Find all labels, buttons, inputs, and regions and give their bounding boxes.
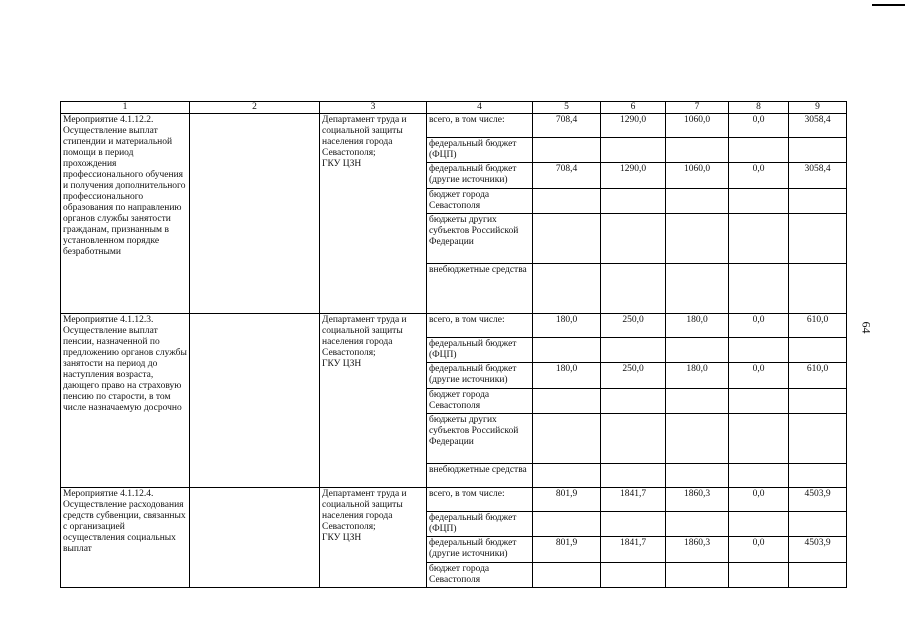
amount-v8: 0,0 — [729, 314, 789, 338]
measure-name: Мероприятие 4.1.12.2. Осуществление выплат стипендии и материальной помощи в период прохождения профессионального обучения и получения дополнительного профессионального образования по направлению органов службы занятости гражданам, признанным в установленном порядке безработными — [61, 114, 190, 314]
amount-v9 — [789, 264, 847, 314]
executor-cell: Департамент труда и социальной защиты населения города Севастополя; ГКУ ЦЗН — [320, 314, 427, 488]
amount-v5: 801,9 — [533, 488, 601, 512]
amount-v5 — [533, 464, 601, 488]
amount-v7 — [666, 563, 729, 588]
header-cell: 1 — [61, 102, 190, 114]
header-cell: 3 — [320, 102, 427, 114]
funding-source: федеральный бюджет (ФЦП) — [427, 338, 533, 363]
amount-v9 — [789, 138, 847, 163]
amount-v9 — [789, 464, 847, 488]
amount-v6 — [601, 338, 666, 363]
executor-cell: Департамент труда и социальной защиты населения города Севастополя; ГКУ ЦЗН — [320, 114, 427, 314]
amount-v6 — [601, 138, 666, 163]
measure-name: Мероприятие 4.1.12.3. Осуществление выплат пенсии, назначенной по предложению органов службы занятости на период до наступления возраста, дающего право на страховую пенсию по старости, в том числе назначаемую досрочно — [61, 314, 190, 488]
amount-v7 — [666, 138, 729, 163]
amount-v7: 1060,0 — [666, 114, 729, 138]
amount-v6: 250,0 — [601, 314, 666, 338]
amount-v8 — [729, 264, 789, 314]
amount-v6: 250,0 — [601, 363, 666, 389]
measure-name: Мероприятие 4.1.12.4. Осуществление расходования средств субвенции, связанных с организацией осуществления социальных выплат — [61, 488, 190, 588]
amount-v7: 1060,0 — [666, 163, 729, 189]
col2-cell — [190, 488, 320, 588]
funding-source: федеральный бюджет (ФЦП) — [427, 138, 533, 163]
funding-source: федеральный бюджет (другие источники) — [427, 537, 533, 563]
amount-v7: 180,0 — [666, 363, 729, 389]
amount-v9: 610,0 — [789, 363, 847, 389]
amount-v5 — [533, 138, 601, 163]
table-row — [61, 314, 847, 338]
amount-v7 — [666, 189, 729, 214]
amount-v8: 0,0 — [729, 488, 789, 512]
amount-v8 — [729, 512, 789, 537]
header-cell: 5 — [533, 102, 601, 114]
amount-v9 — [789, 338, 847, 363]
amount-v7 — [666, 264, 729, 314]
amount-v5 — [533, 512, 601, 537]
amount-v6: 1290,0 — [601, 163, 666, 189]
funding-source: внебюджетные средства — [427, 264, 533, 314]
amount-v7 — [666, 389, 729, 414]
amount-v6: 1841,7 — [601, 488, 666, 512]
amount-v6 — [601, 414, 666, 464]
amount-v8: 0,0 — [729, 537, 789, 563]
col2-cell — [190, 314, 320, 488]
amount-v7: 180,0 — [666, 314, 729, 338]
funding-source: всего, в том числе: — [427, 314, 533, 338]
header-cell: 9 — [789, 102, 847, 114]
amount-v8 — [729, 338, 789, 363]
amount-v9 — [789, 189, 847, 214]
amount-v6 — [601, 563, 666, 588]
table-row — [61, 114, 847, 138]
funding-table — [60, 101, 847, 588]
page-number: 64 — [859, 321, 874, 334]
funding-source: бюджеты других субъектов Российской Федерации — [427, 214, 533, 264]
funding-source: бюджеты других субъектов Российской Федерации — [427, 414, 533, 464]
funding-source: всего, в том числе: — [427, 488, 533, 512]
amount-v9 — [789, 389, 847, 414]
amount-v9: 4503,9 — [789, 488, 847, 512]
amount-v6 — [601, 214, 666, 264]
amount-v5 — [533, 389, 601, 414]
amount-v6 — [601, 464, 666, 488]
amount-v5 — [533, 563, 601, 588]
amount-v7 — [666, 338, 729, 363]
funding-source: федеральный бюджет (другие источники) — [427, 363, 533, 389]
funding-source: бюджет города Севастополя — [427, 563, 533, 588]
amount-v5 — [533, 338, 601, 363]
amount-v7 — [666, 214, 729, 264]
amount-v8 — [729, 214, 789, 264]
header-cell: 7 — [666, 102, 729, 114]
amount-v6 — [601, 512, 666, 537]
amount-v5 — [533, 214, 601, 264]
amount-v8 — [729, 414, 789, 464]
amount-v5 — [533, 414, 601, 464]
amount-v6: 1290,0 — [601, 114, 666, 138]
funding-source: внебюджетные средства — [427, 464, 533, 488]
amount-v8: 0,0 — [729, 363, 789, 389]
amount-v9: 610,0 — [789, 314, 847, 338]
amount-v5: 708,4 — [533, 114, 601, 138]
funding-source: федеральный бюджет (другие источники) — [427, 163, 533, 189]
amount-v5: 801,9 — [533, 537, 601, 563]
top-edge-line — [872, 4, 905, 6]
amount-v9: 3058,4 — [789, 163, 847, 189]
amount-v9 — [789, 214, 847, 264]
amount-v9: 3058,4 — [789, 114, 847, 138]
header-cell: 6 — [601, 102, 666, 114]
amount-v8 — [729, 464, 789, 488]
amount-v9 — [789, 414, 847, 464]
amount-v7: 1860,3 — [666, 537, 729, 563]
amount-v8: 0,0 — [729, 114, 789, 138]
amount-v6 — [601, 189, 666, 214]
header-cell: 4 — [427, 102, 533, 114]
amount-v9 — [789, 512, 847, 537]
amount-v8 — [729, 138, 789, 163]
executor-cell: Департамент труда и социальной защиты населения города Севастополя; ГКУ ЦЗН — [320, 488, 427, 588]
header-row — [61, 102, 847, 114]
amount-v8 — [729, 563, 789, 588]
amount-v5 — [533, 189, 601, 214]
amount-v7 — [666, 464, 729, 488]
amount-v7 — [666, 512, 729, 537]
amount-v7: 1860,3 — [666, 488, 729, 512]
amount-v5: 180,0 — [533, 363, 601, 389]
amount-v5 — [533, 264, 601, 314]
header-cell: 8 — [729, 102, 789, 114]
funding-source: всего, в том числе: — [427, 114, 533, 138]
amount-v8: 0,0 — [729, 163, 789, 189]
amount-v6 — [601, 264, 666, 314]
amount-v9: 4503,9 — [789, 537, 847, 563]
amount-v7 — [666, 414, 729, 464]
amount-v8 — [729, 389, 789, 414]
funding-source: бюджет города Севастополя — [427, 389, 533, 414]
amount-v6 — [601, 389, 666, 414]
col2-cell — [190, 114, 320, 314]
funding-source: федеральный бюджет (ФЦП) — [427, 512, 533, 537]
header-cell: 2 — [190, 102, 320, 114]
funding-source: бюджет города Севастополя — [427, 189, 533, 214]
amount-v8 — [729, 189, 789, 214]
amount-v5: 180,0 — [533, 314, 601, 338]
amount-v6: 1841,7 — [601, 537, 666, 563]
amount-v5: 708,4 — [533, 163, 601, 189]
amount-v9 — [789, 563, 847, 588]
table-row — [61, 488, 847, 512]
